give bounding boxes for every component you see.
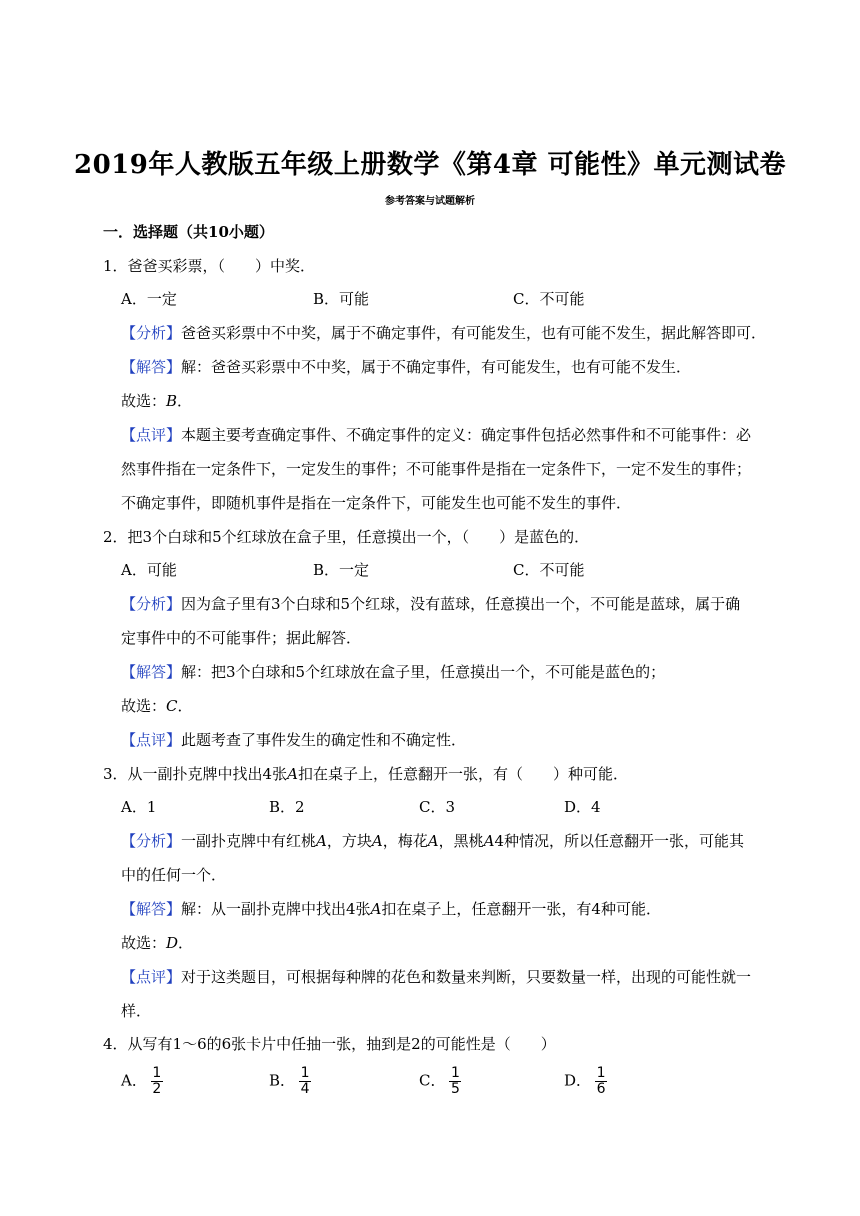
fraction-numerator: 1 bbox=[596, 1065, 606, 1081]
q2-choice-suffix: ． bbox=[177, 697, 193, 715]
q2-choice-letter: C bbox=[166, 697, 178, 715]
page-subtitle: 参考答案与试题解析 bbox=[385, 196, 475, 207]
comment-tag: 【点评】 bbox=[121, 731, 182, 749]
q3-question-italic: A bbox=[287, 765, 298, 783]
comment-tag: 【点评】 bbox=[121, 426, 182, 444]
q3-comment-text-1: 对于这类题目，可根据每种牌的花色和数量来判断，只要数量一样，出现的可能性就一 bbox=[181, 968, 752, 986]
fraction-numerator: 1 bbox=[300, 1065, 310, 1081]
q3-answer bbox=[121, 899, 661, 919]
q3-options bbox=[121, 797, 761, 817]
analysis-tag: 【分析】 bbox=[121, 324, 182, 342]
q3-choice-letter: D bbox=[166, 934, 179, 952]
q3-answer-italic: A bbox=[370, 900, 382, 918]
q1-analysis bbox=[121, 323, 766, 343]
q1-choice bbox=[121, 391, 192, 411]
fraction-denominator: 2 bbox=[152, 1081, 162, 1097]
q4-options bbox=[121, 1066, 761, 1102]
q4-option-a-letter: A． bbox=[121, 1071, 147, 1090]
q2-comment bbox=[121, 730, 466, 750]
q4-option-d-letter: D． bbox=[564, 1071, 592, 1090]
q3-analysis-part: 4种情况，所以任意翻开一张，可能其 bbox=[494, 832, 744, 850]
q4-option-b-letter: B． bbox=[269, 1071, 296, 1090]
q3-choice-prefix: 故选： bbox=[121, 934, 167, 952]
fraction-one-quarter bbox=[299, 1066, 311, 1097]
q4-question: 4．从写有1～6的6张卡片中任抽一张，抽到是2的可能性是（ ） bbox=[103, 1035, 556, 1053]
section-heading: 一．选择题（共10小题） bbox=[103, 223, 274, 241]
q2-question: 2．把3个白球和5个红球放在盒子里，任意摸出一个，（ ）是蓝色的． bbox=[103, 528, 590, 546]
q3-analysis-part: 一副扑克牌中有红桃 bbox=[181, 832, 317, 850]
analysis-tag: 【分析】 bbox=[121, 595, 182, 613]
q4-option-c-letter: C． bbox=[419, 1071, 446, 1090]
q3-question-part-1: 3．从一副扑克牌中找出4张 bbox=[103, 765, 288, 783]
q4-option-d bbox=[564, 1066, 607, 1097]
q4-option-b bbox=[269, 1066, 311, 1097]
q3-analysis bbox=[121, 831, 744, 851]
q1-option-b: B．可能 bbox=[313, 290, 370, 308]
q3-answer-part-1: 解：从一副扑克牌中找出4张 bbox=[181, 900, 371, 918]
fraction-numerator: 1 bbox=[451, 1065, 460, 1081]
q3-comment bbox=[121, 967, 751, 987]
q3-option-b: B．2 bbox=[269, 798, 305, 816]
fraction-one-sixth bbox=[595, 1066, 607, 1097]
q3-analysis-italic: A bbox=[483, 832, 495, 850]
q1-option-a: A．一定 bbox=[121, 290, 177, 308]
q3-analysis-italic: A bbox=[371, 832, 383, 850]
q3-choice-suffix: ． bbox=[178, 934, 194, 952]
q1-comment-line-3: 不确定事件，即随机事件是指在一定条件下，可能发生也可能不发生的事件． bbox=[121, 494, 632, 512]
q1-comment-text-1: 本题主要考查确定事件、不确定事件的定义：确定事件包括必然事件和不可能事件：必 bbox=[181, 426, 752, 444]
fraction-one-half bbox=[151, 1066, 163, 1097]
q1-choice-prefix: 故选： bbox=[121, 392, 167, 410]
fraction-denominator: 6 bbox=[596, 1081, 606, 1097]
q2-choice bbox=[121, 696, 193, 716]
analysis-tag: 【分析】 bbox=[121, 832, 182, 850]
q4-option-c bbox=[419, 1066, 461, 1097]
q3-option-c: C．3 bbox=[419, 798, 456, 816]
q3-choice bbox=[121, 933, 193, 953]
q2-options bbox=[121, 560, 761, 580]
fraction-denominator: 5 bbox=[451, 1081, 460, 1097]
fraction-one-fifth bbox=[449, 1066, 461, 1097]
q1-comment bbox=[121, 425, 751, 445]
q2-choice-prefix: 故选： bbox=[121, 697, 167, 715]
q1-comment-line-2: 然事件指在一定条件下，一定发生的事件；不可能事件是指在一定条件下，一定不发生的事件； bbox=[121, 460, 752, 478]
q3-analysis-part: ，黑桃 bbox=[438, 832, 484, 850]
q2-comment-text: 此题考查了事件发生的确定性和不确定性． bbox=[181, 731, 467, 749]
answer-tag: 【解答】 bbox=[121, 358, 182, 376]
q3-answer-part-2: 扣在桌子上，任意翻开一张，有4种可能． bbox=[381, 900, 661, 918]
q1-options bbox=[121, 289, 761, 309]
q1-option-c: C．不可能 bbox=[513, 290, 585, 308]
q2-option-a: A．可能 bbox=[121, 561, 177, 579]
q3-analysis-part: ，方块 bbox=[326, 832, 372, 850]
q3-analysis-part: ，梅花 bbox=[382, 832, 428, 850]
q2-analysis-text-1: 因为盒子里有3个白球和5个红球，没有蓝球，任意摸出一个，不可能是蓝球，属于确 bbox=[181, 595, 741, 613]
q2-answer-text: 解：把3个白球和5个红球放在盒子里，任意摸出一个，不可能是蓝色的； bbox=[181, 663, 666, 681]
q1-choice-letter: B bbox=[166, 392, 178, 410]
q3-option-a: A．1 bbox=[121, 798, 157, 816]
q1-choice-suffix: ． bbox=[177, 392, 193, 410]
q3-option-d: D．4 bbox=[564, 798, 601, 816]
q2-answer bbox=[121, 662, 665, 682]
q1-question: 1．爸爸买彩票，（ ）中奖． bbox=[103, 257, 316, 275]
q1-answer bbox=[121, 357, 691, 377]
q3-analysis-line-2: 中的任何一个． bbox=[121, 866, 227, 884]
page-title: 2019年人教版五年级上册数学《第4章 可能性》单元测试卷 bbox=[73, 150, 786, 180]
fraction-numerator: 1 bbox=[152, 1065, 162, 1081]
q3-analysis-italic: A bbox=[316, 832, 327, 850]
q2-analysis bbox=[121, 594, 740, 614]
q3-analysis-italic: A bbox=[427, 832, 439, 850]
q2-option-c: C．不可能 bbox=[513, 561, 585, 579]
q2-option-b: B．一定 bbox=[313, 561, 370, 579]
answer-tag: 【解答】 bbox=[121, 900, 182, 918]
q3-question-part-2: 扣在桌子上，任意翻开一张，有（ ）种可能． bbox=[297, 765, 628, 783]
q3-question bbox=[103, 764, 628, 784]
q3-comment-line-2: 样． bbox=[121, 1002, 152, 1020]
answer-tag: 【解答】 bbox=[121, 663, 182, 681]
comment-tag: 【点评】 bbox=[121, 968, 182, 986]
q1-analysis-text: 爸爸买彩票中不中奖，属于不确定事件，有可能发生，也有可能不发生，据此解答即可． bbox=[181, 324, 767, 342]
q1-answer-text: 解：爸爸买彩票中不中奖，属于不确定事件，有可能发生，也有可能不发生． bbox=[181, 358, 692, 376]
q2-analysis-line-2: 定事件中的不可能事件；据此解答． bbox=[121, 629, 362, 647]
q4-option-a bbox=[121, 1066, 163, 1097]
fraction-denominator: 4 bbox=[300, 1081, 310, 1097]
